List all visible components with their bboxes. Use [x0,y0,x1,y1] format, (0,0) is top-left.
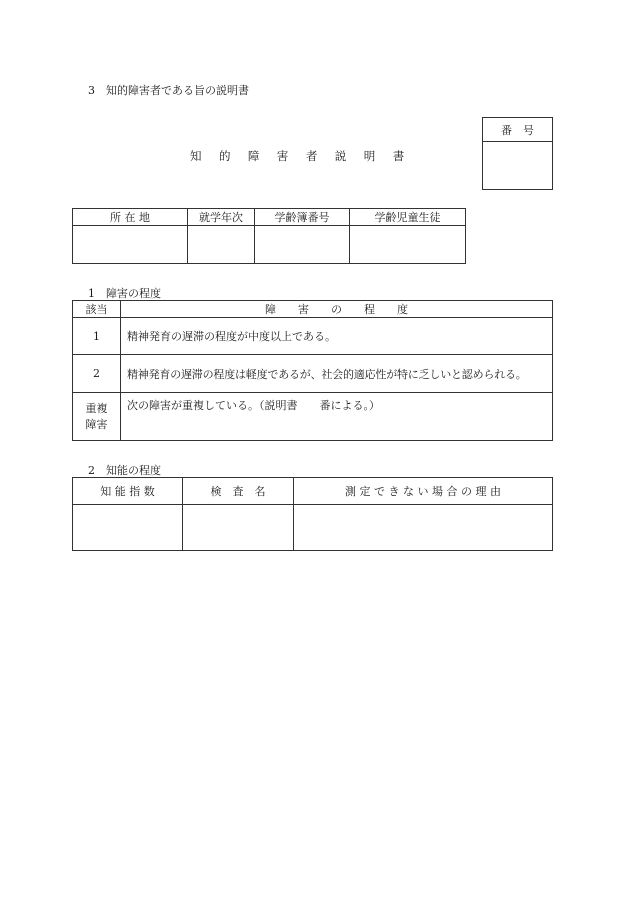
value-location [73,226,188,264]
severity-heading: 1 障害の程度 [88,287,161,300]
number-box-value [483,142,553,190]
header-degree: 障 害 の 程 度 [121,301,553,318]
header-student: 学齢児童生徒 [350,209,466,226]
value-test-name [183,505,294,551]
severity-code-2: 2 [73,355,121,393]
value-reason [294,505,553,551]
header-register-number: 学齢簿番号 [255,209,350,226]
section-heading: 3 知的障害者である旨の説明書 [88,84,249,97]
severity-code-3: 重複 障害 [73,393,121,441]
severity-desc-1: 精神発育の遅滞の程度が中度以上である。 [121,318,553,355]
value-iq [73,505,183,551]
value-register-number [255,226,350,264]
header-applicable: 該当 [73,301,121,318]
header-reason: 測 定 で き な い 場 合 の 理 由 [294,478,553,505]
severity-code-1: 1 [73,318,121,355]
intelligence-heading: 2 知能の程度 [88,464,161,477]
student-info-table [72,208,466,264]
number-box [482,117,553,190]
severity-table [72,300,553,441]
header-test-name: 検 査 名 [183,478,294,505]
document-title: 知 的 障 害 者 説 明 書 [190,149,412,163]
header-location: 所 在 地 [73,209,188,226]
severity-desc-3: 次の障害が重複している。（説明書 番による。） [121,393,553,441]
header-school-year: 就学年次 [188,209,255,226]
header-iq: 知 能 指 数 [73,478,183,505]
value-school-year [188,226,255,264]
number-box-label: 番 号 [483,118,553,142]
value-student [350,226,466,264]
severity-desc-2: 精神発育の遅滞の程度は軽度であるが、社会的適応性が特に乏しいと認められる。 [121,355,553,393]
intelligence-table [72,477,553,551]
